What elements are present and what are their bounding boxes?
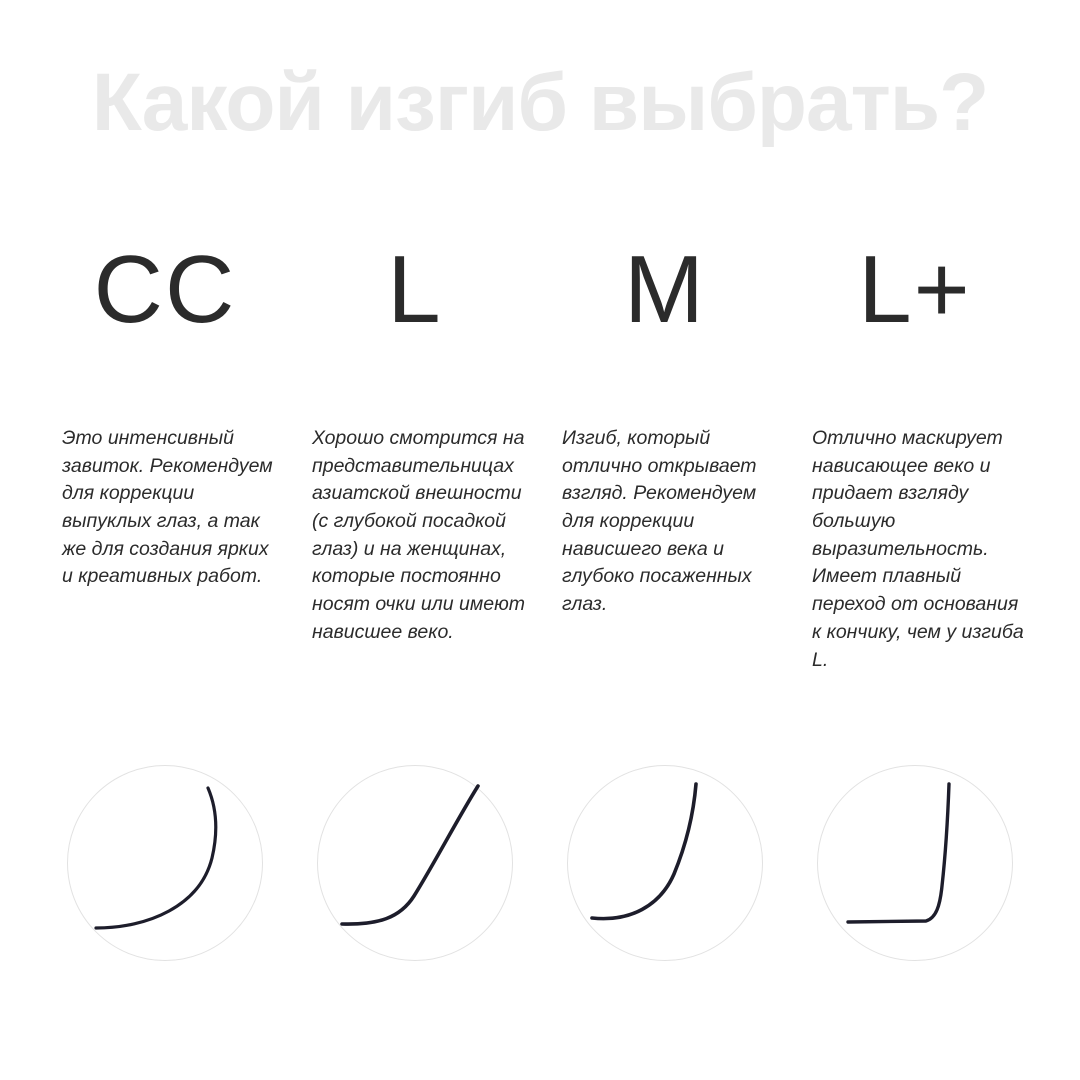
curl-illustrations: [40, 765, 1040, 961]
curl-column-cc: [40, 215, 290, 591]
lash-curl-lplus-icon: [818, 766, 1014, 962]
page-title: Какой изгиб выбрать?: [91, 57, 989, 148]
curl-illustration-wrap-lplus: [790, 765, 1040, 961]
curl-illustration-wrap-l: [290, 765, 540, 961]
curl-column-l: [290, 215, 540, 647]
curl-letter-cc: CC: [93, 236, 237, 343]
curl-column-m: [540, 215, 790, 619]
curl-letter-m: M: [624, 236, 706, 343]
curl-illustration-wrap-m: [540, 765, 790, 961]
curl-column-lplus: [790, 215, 1040, 674]
curl-description-cc: Это интенсивный завиток. Рекомендуем для коррекции выпуклых глаз, а так же для создания ярких и креативных работ.: [62, 427, 273, 588]
curl-illustration-wrap-cc: [40, 765, 290, 961]
lash-curl-l-icon: [318, 766, 514, 962]
curl-letter-l: L: [387, 236, 443, 343]
curl-letter-lplus: L+: [858, 236, 972, 343]
curl-columns: [40, 215, 1040, 674]
curl-description-lplus: Отлично маскирует нависающее веко и придает взгляду большую выразительность. Имеет плавный переход от основания к кончику, чем у изгиба L.: [812, 427, 1024, 671]
curl-circle-l: [317, 765, 513, 961]
curl-circle-m: [567, 765, 763, 961]
curl-description-m: Изгиб, который отлично открывает взгляд. Рекомендуем для коррекции нависшего века и глубоко посаженных глаз.: [562, 427, 757, 616]
curl-circle-cc: [67, 765, 263, 961]
curl-circle-lplus: [817, 765, 1013, 961]
curl-description-l: Хорошо смотрится на представительницах азиатской внешности (с глубокой посадкой глаз) и на женщинах, которые постоянно носят очки или имеют нависшее веко.: [312, 427, 526, 643]
lash-curl-m-icon: [568, 766, 764, 962]
lash-curl-cc-icon: [68, 766, 264, 962]
